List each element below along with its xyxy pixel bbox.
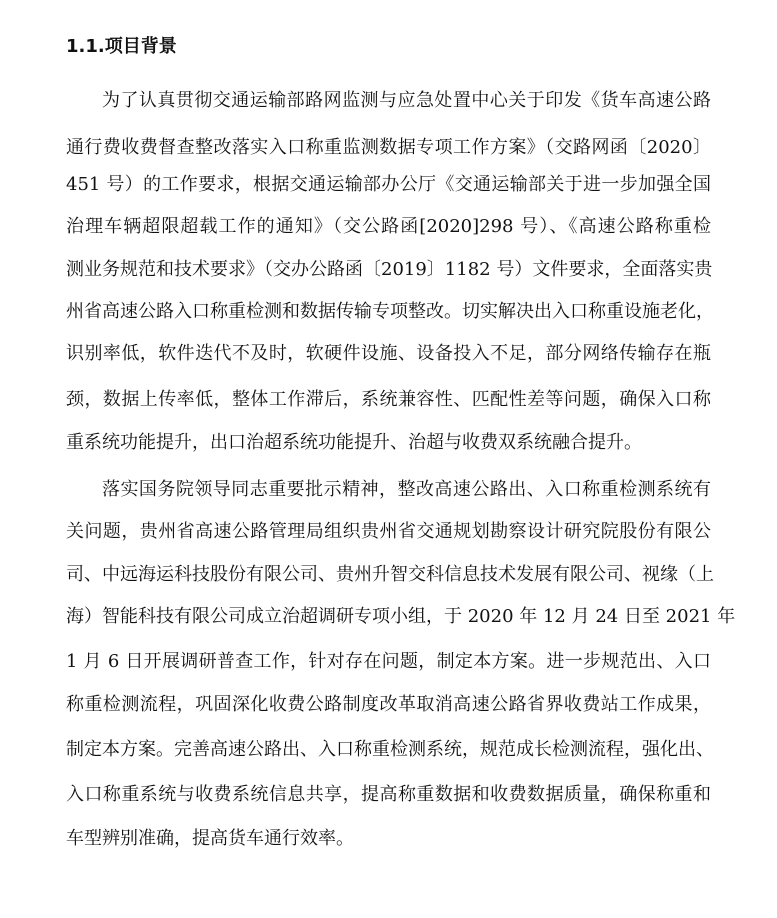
paragraph-line: 通行费收费督查整改落实入口称重监测数据专项工作方案》（交路网函〔2020〕 — [66, 137, 711, 158]
paragraph-line: 海）智能科技有限公司成立治超调研专项小组，于 2020 年 12 月 24 日至 2021 年 — [66, 606, 736, 627]
paragraph-line: 制定本方案。完善高速公路出、入口称重检测系统，规范成长检测流程，强化出、 — [66, 739, 714, 760]
section-heading: 1.1.项目背景 — [66, 36, 177, 57]
paragraph-line: 入口称重系统与收费系统信息共享，提高称重数据和收费数据质量，确保称重和 — [66, 784, 711, 805]
paragraph-line: 为了认真贯彻交通运输部路网监测与应急处置中心关于印发《货车高速公路 — [102, 90, 711, 111]
paragraph-line: 451 号）的工作要求，根据交通运输部办公厅《交通运输部关于进一步加强全国 — [66, 174, 711, 195]
paragraph-line: 车型辨别准确，提高货车通行效率。 — [66, 828, 354, 849]
paragraph-line: 落实国务院领导同志重要批示精神，整改高速公路出、入口称重检测系统有 — [102, 479, 711, 500]
paragraph-line: 州省高速公路入口称重检测和数据传输专项整改。切实解决出入口称重设施老化， — [66, 301, 714, 322]
paragraph-line: 1 月 6 日开展调研普查工作，针对存在问题，制定本方案。进一步规范出、入口 — [66, 651, 711, 672]
paragraph-line: 关问题，贵州省高速公路管理局组织贵州省交通规划勘察设计研究院股份有限公 — [66, 521, 711, 542]
paragraph-line: 司、中远海运科技股份有限公司、贵州升智交科信息技术发展有限公司、视缘（上 — [66, 564, 714, 585]
paragraph-line: 重系统功能提升，出口治超系统功能提升、治超与收费双系统融合提升。 — [66, 432, 642, 453]
paragraph-line: 治理车辆超限超载工作的通知》（交公路函[2020]298 号）、《高速公路称重检 — [66, 216, 711, 237]
paragraph-line: 称重检测流程，巩固深化收费公路制度改革取消高速公路省界收费站工作成果， — [66, 694, 711, 715]
paragraph-line: 颈，数据上传率低，整体工作滞后，系统兼容性、匹配性差等问题，确保入口称 — [66, 389, 711, 410]
paragraph-line: 测业务规范和技术要求》（交办公路函〔2019〕1182 号）文件要求，全面落实贵 — [66, 259, 713, 280]
paragraph-line: 识别率低，软件迭代不及时，软硬件设施、设备投入不足，部分网络传输存在瓶 — [66, 343, 711, 364]
